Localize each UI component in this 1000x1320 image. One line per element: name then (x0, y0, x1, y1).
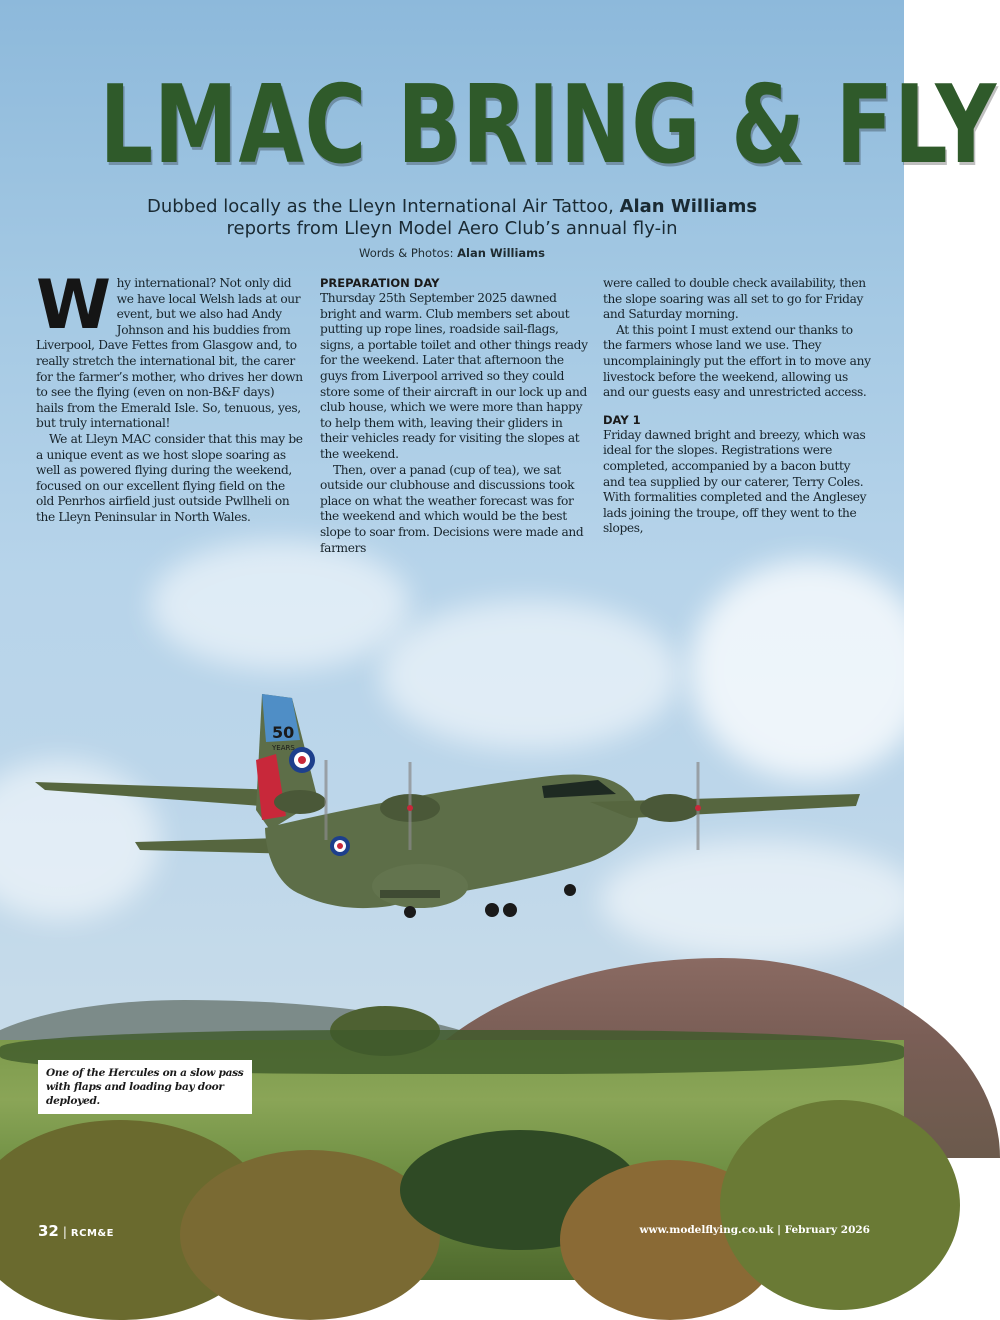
cloud (150, 540, 410, 670)
paragraph: were called to double check availability, then the slope soaring was all set to go for Friday and Saturday morning. (603, 276, 866, 322)
byline-label: Words & Photos: (359, 246, 458, 260)
sponson (372, 864, 468, 908)
hercules-aircraft-photo (30, 690, 870, 940)
footer-separator: | (62, 1225, 67, 1239)
article-standfirst (0, 196, 904, 240)
text-column-2 (320, 276, 588, 556)
wheel (404, 906, 416, 918)
paragraph: We at Lleyn MAC consider that this may be a unique event as we host slope soaring as well as powered flying during the weekend, focused on our excellent flying field on the old Penrhos airfield just outside Pwllheli on the Lleyn Peninsular in North Wales. (36, 431, 303, 524)
paragraph: Friday dawned bright and breezy, which was ideal for the slopes. Registrations were completed, accompanied by a bacon butty and tea supplied by our caterer, Terry Coles. With formalities completed and the Anglesey lads joining the troupe, off they went to the slopes, (603, 427, 867, 536)
byline (0, 246, 904, 260)
page-number: 32 (38, 1222, 59, 1240)
paragraph: Thursday 25th September 2025 dawned bright and warm. Club members set about putting up rope lines, roadside sail-flags, signs, a portable toilet and other things ready for the weekend. Later that afternoon the guys from Liverpool arrived so they could store some of their aircraft in our lock up and club house, which we were more than happy to help them with, leaving their gliders in their vehicles ready for visiting the slopes at the weekend. (320, 291, 588, 461)
photo-caption: One of the Hercules on a slow pass with flaps and loading bay door deployed. (38, 1060, 252, 1114)
left-wing (35, 782, 288, 808)
standfirst-text: Dubbed locally as the Lleyn International Air Tattoo, (146, 196, 620, 217)
tail-50-text: 50 (272, 723, 295, 742)
engine (640, 794, 700, 822)
section-heading-preparation-day: PREPARATION DAY (320, 276, 440, 290)
paragraph: At this point I must extend our thanks to the farmers whose land we use. They uncomplainingly put the effort in to move any livestock before the weekend, allowing us and our guests easy and unrestricted access. (603, 322, 871, 400)
tail-years-text: YEARS (272, 744, 295, 752)
section-heading-day-1: DAY 1 (603, 412, 641, 427)
text-column-1 (36, 266, 304, 526)
engine (274, 790, 326, 814)
wheel (485, 903, 499, 917)
footer-left (38, 1221, 114, 1240)
bush (180, 1150, 440, 1320)
wheel (503, 903, 517, 917)
article-title: LMAC BRING & FLY (99, 63, 998, 188)
paragraph: Why international? Not only did we have local Welsh lads at our event, but we also had Andy Johnson and his buddies from Liverpool, Dave Fettes from Glasgow and, to really stretch the international bit, the carer for the farmer’s mother, who drives her down to see the flying (even on non-B&F days) hails from the Emerald Isle. So, tenuous, yes, but truly international! (36, 266, 303, 431)
byline-author: Alan Williams (457, 246, 545, 260)
magazine-name: RCM&E (70, 1228, 114, 1239)
paragraph: Then, over a panad (cup of tea), we sat outside our clubhouse and discussions took place on what the weather forecast was for the weekend and which would be the best slope to soar from. Decisions were made and farmers (320, 462, 584, 555)
wheel (564, 884, 576, 896)
footer-website-date: www.modelflying.co.uk | February 2026 (639, 1224, 870, 1236)
drop-cap: W (36, 266, 111, 345)
standfirst-author: Alan Williams (619, 196, 758, 217)
standfirst-text-line2: reports from Lleyn Model Aero Club’s annual fly-in (226, 218, 678, 239)
bush (720, 1100, 960, 1310)
text-column-3 (603, 276, 871, 537)
